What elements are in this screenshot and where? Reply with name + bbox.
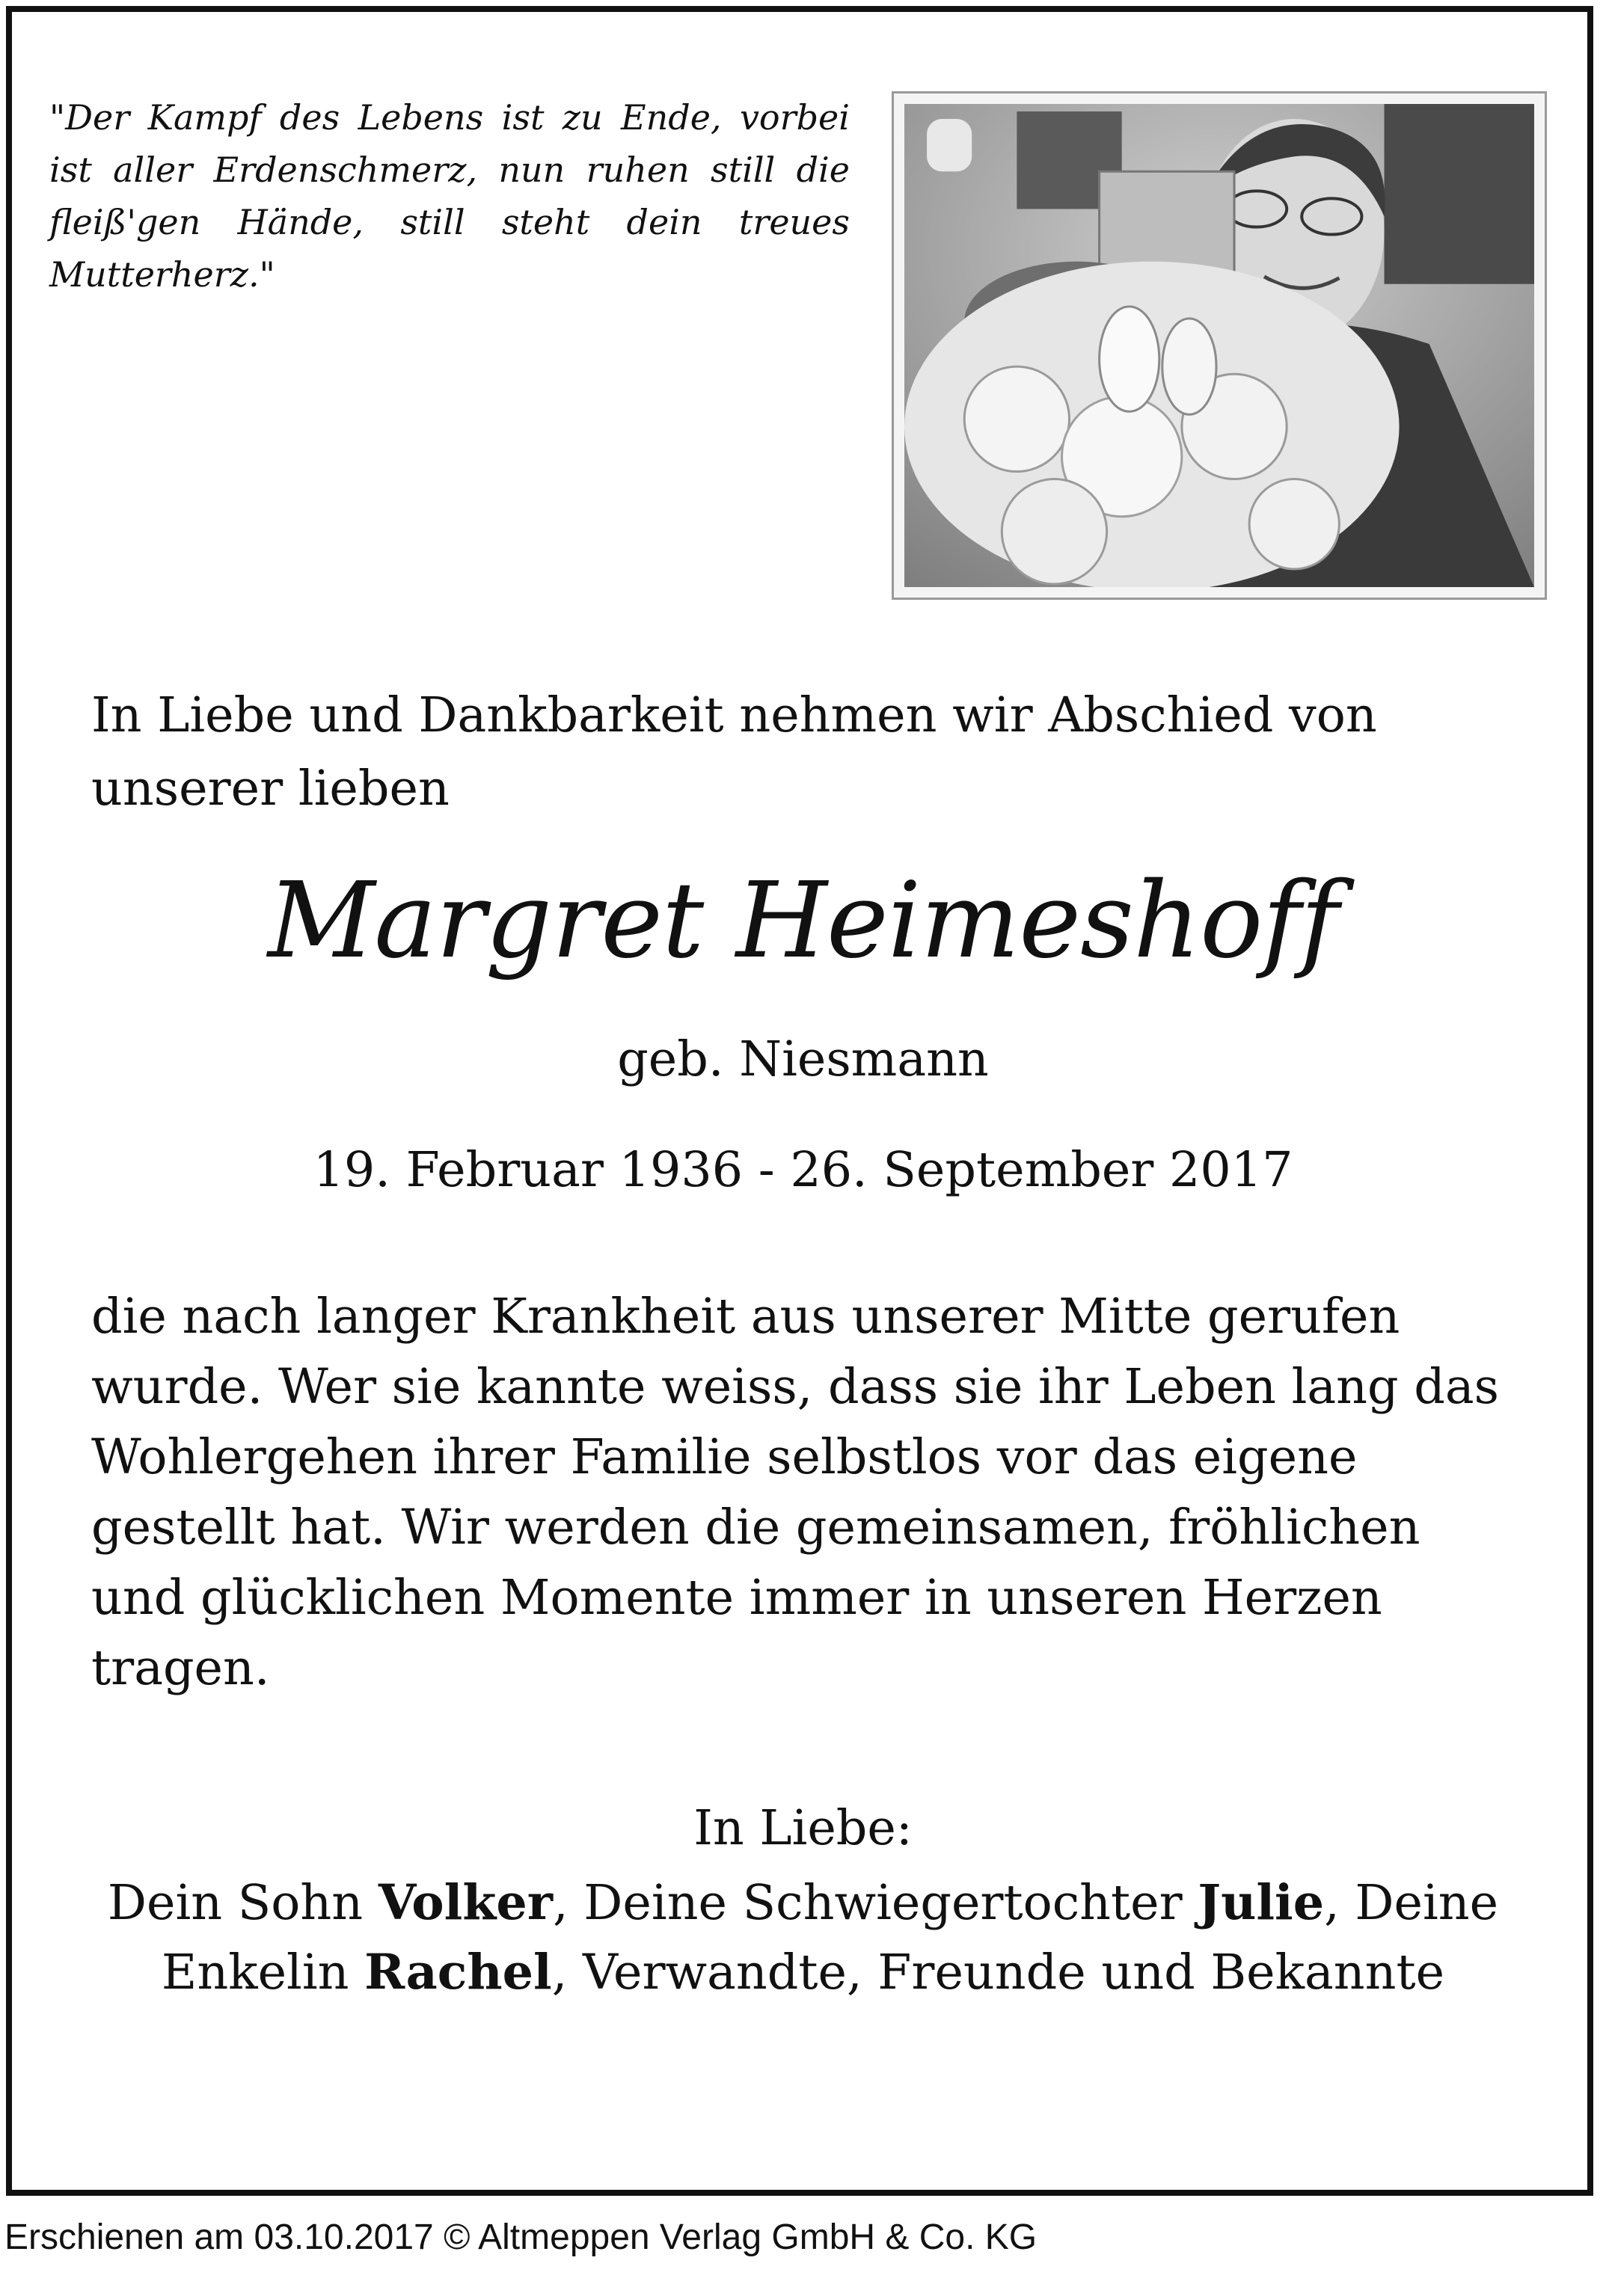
signature-name-granddaughter: Rachel xyxy=(364,1944,552,2001)
signature-part: , Deine Schwiegertochter xyxy=(552,1875,1198,1931)
memorial-quote: "Der Kampf des Lebens ist zu Ende, vorbei ist aller Erdenschmerz, nun ruhen still die fleiß'gen Hände, still steht dein treues Mutterherz." xyxy=(49,97,850,295)
body-text: die nach langer Krankheit aus unserer Mitte gerufen wurde. Wer sie kannte weiss, dass sie ihr Leben lang das Wohlergehen ihrer Familie selbstlos vor das eigene gestellt hat. Wir werden die gemeinsamen, fröhlichen und glücklichen Momente immer in unseren Herzen tragen. xyxy=(91,1289,1500,1696)
signature-names xyxy=(75,1868,1531,2007)
publication-footer: Erschienen am 03.10.2017 © Altmeppen Verlag GmbH & Co. KG xyxy=(4,2217,1038,2257)
birth-name: geb. Niesmann xyxy=(617,1031,989,1087)
signature-heading: In Liebe: xyxy=(693,1800,913,1856)
portrait-photo xyxy=(892,91,1547,600)
deceased-name: Margret Heimeshoff xyxy=(267,860,1339,982)
signature-part: Dein Sohn xyxy=(107,1875,378,1931)
signature-part: , Verwandte, Freunde und Bekannte xyxy=(551,1944,1445,2001)
intro-text: In Liebe und Dankbarkeit nehmen wir Abschied von unserer lieben xyxy=(91,687,1377,817)
signature-part: , Deine Enkelin xyxy=(161,1875,1499,2001)
signature-name-son: Volker xyxy=(378,1874,553,1931)
life-dates: 19. Februar 1936 - 26. September 2017 xyxy=(313,1142,1293,1198)
signature-name-daughter-in-law: Julie xyxy=(1198,1874,1325,1931)
portrait-photo-image xyxy=(904,104,1534,587)
